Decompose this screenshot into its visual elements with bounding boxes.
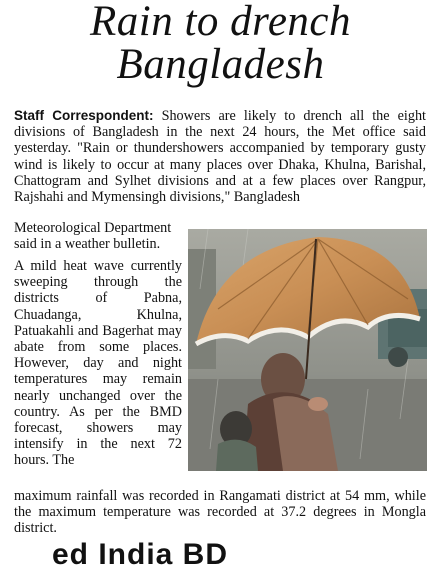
paragraph-1 [14,108,426,205]
paragraph-2-tail: maximum rainfall was recorded in Rangamati district at 54 mm, while the maximum temperature was recorded at 37.2 degrees in Mongla district. [14,488,426,537]
next-article-headline: ed India BD [52,538,229,571]
paragraph-1-tail: Meteorological Department said in a weather bulletin. [14,220,172,253]
umbrella-photo [188,229,427,471]
paragraph-2: A mild heat wave currently sweeping through the districts of Pabna, Chuadanga, Khulna, Patuakahli and Bagerhat may abate from some places. However, day and night temperatures may remain nearly unchanged over the country. As per the BMD forecast, showers may intensify in the next 72 hours. The [14,258,182,469]
headline [0,0,441,86]
paragraph-1-text: Showers are likely to drench all the eight divisions of Bangladesh in the next 24 hours, the Met office said yesterday. "Rain or thundershowers accompanied by temporary gusty wind is likely to occur at many places over Dhaka, Khulna, Barishal, Chattogram and Sylhet divisions and at a few places over Rangpur, Rajshahi and Mymensingh divisions," Bangladesh [14,108,427,206]
headline-line-2: Bangladesh [116,41,325,88]
headline-line-1: Rain to drench [90,0,351,45]
byline: Staff Correspondent: [14,108,154,123]
